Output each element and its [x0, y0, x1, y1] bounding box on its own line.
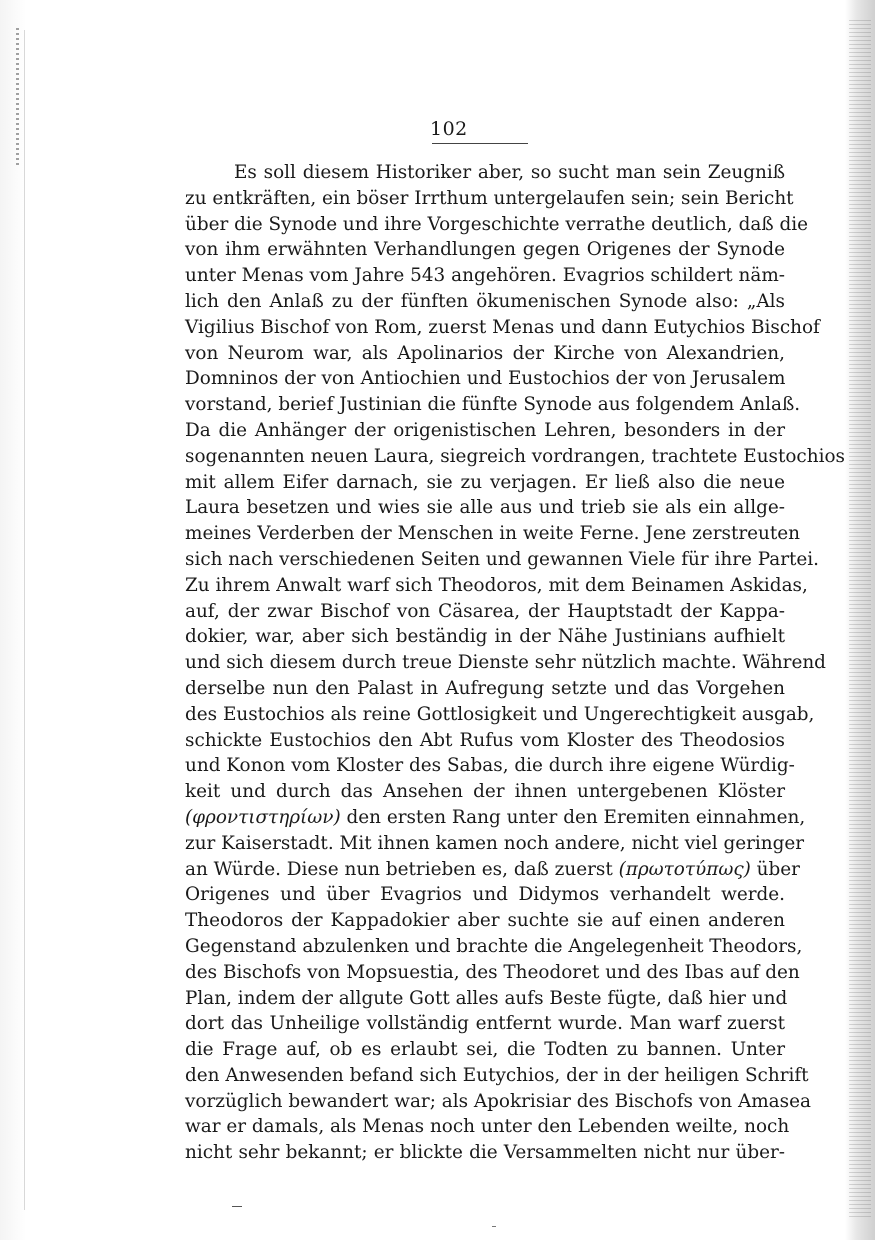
text-line: Gegenstand abzulenken und brachte die Angelegenheit Theodors, — [185, 935, 803, 957]
text-line: vorstand, berief Justinian die fünfte Synode aus folgendem Anlaß. — [185, 394, 801, 416]
text-line: des Eustochios als reine Gottlosigkeit und Ungerechtigkeit ausgab, — [185, 703, 815, 725]
text-line: Zu ihrem Anwalt warf sich Theodoros, mit dem Beinamen Askidas, — [185, 574, 808, 596]
scan-edge-noise — [849, 20, 871, 1220]
text-line: Vigilius Bischof von Rom, zuerst Menas und dann Eutychios Bischof — [185, 316, 820, 338]
text-line: schickte Eustochios den Abt Rufus vom Kloster des Theodosios — [185, 729, 785, 751]
text-line: dokier, war, aber sich beständig in der Nähe Justinians aufhielt — [185, 626, 785, 648]
greek-term: (φροντιστηρίων) — [185, 806, 341, 828]
text-line: des Bischofs von Mopsuestia, des Theodoret und des Ibas auf den — [185, 961, 800, 983]
text-line: von ihm erwähnten Verhandlungen gegen Origenes der Synode — [185, 239, 785, 261]
text-line: mit allem Eifer darnach, sie zu verjagen. Er ließ also die neue — [185, 471, 785, 493]
body-text — [185, 160, 845, 1166]
text-segment: den ersten Rang unter den Eremiten einnahmen, — [340, 806, 806, 828]
text-line: Laura besetzen und wies sie alle aus und trieb sie als ein allge- — [185, 497, 785, 519]
text-segment: über — [750, 858, 800, 880]
scan-edge-left — [0, 0, 26, 1240]
text-line: Origenes und über Evagrios und Didymos verhandelt werde. — [185, 884, 785, 906]
text-line: derselbe nun den Palast in Aufregung setzte und das Vorgehen — [185, 677, 785, 699]
greek-term: (πρωτοτύπως) — [618, 858, 751, 880]
text-segment: an Würde. Diese nun betrieben es, daß zuerst — [185, 858, 619, 880]
text-line: die Frage auf, ob es erlaubt sei, die Todten zu bannen. Unter — [185, 1039, 785, 1061]
text-line: Theodoros der Kappadokier aber suchte sie auf einen anderen — [185, 910, 785, 932]
text-line: und Konon vom Kloster des Sabas, die durch ihre eigene Würdig- — [185, 755, 795, 777]
text-line: keit und durch das Ansehen der ihnen untergebenen Klöster — [185, 781, 785, 803]
text-line: und sich diesem durch treue Dienste sehr nützlich machte. Während — [185, 652, 826, 674]
text-line: sich nach verschiedenen Seiten und gewannen Viele für ihre Partei. — [185, 548, 820, 570]
text-line: unter Menas vom Jahre 543 angehören. Evagrios schildert näm- — [185, 265, 785, 287]
text-line: sogenannten neuen Laura, siegreich vordrangen, trachtete Eustochios — [185, 445, 845, 467]
text-line: Domninos der von Antiochien und Eustochios der von Jerusalem — [185, 368, 786, 390]
text-line: über die Synode und ihre Vorgeschichte verrathe deutlich, daß die — [185, 213, 808, 235]
text-line: Es soll diesem Historiker aber, so sucht man sein Zeugniß — [234, 162, 785, 183]
text-line: Da die Anhänger der origenistischen Lehren, besonders in der — [185, 419, 785, 441]
text-line: war er damals, als Menas noch unter den Lebenden weilte, noch — [185, 1116, 790, 1138]
text-line: vorzüglich bewandert war; als Apokrisiar des Bischofs von Amasea — [185, 1090, 811, 1112]
scan-fold-line — [24, 30, 25, 1210]
text-line: den Anwesenden befand sich Eutychios, der in der heiligen Schrift — [185, 1064, 809, 1086]
text-line: meines Verderben der Menschen in weite Ferne. Jene zerstreuten — [185, 523, 800, 545]
text-line — [185, 805, 806, 831]
text-line: zu entkräften, ein böser Irrthum untergelaufen sein; sein Bericht — [185, 187, 794, 209]
text-line: nicht sehr bekannt; er blickte die Versammelten nicht nur über- — [185, 1142, 785, 1164]
text-line: lich den Anlaß zu der fünften ökumenischen Synode also: „Als — [185, 290, 785, 312]
text-line: auf, der zwar Bischof von Cäsarea, der Hauptstadt der Kappa- — [185, 600, 785, 622]
text-line: Plan, indem der allgute Gott alles aufs Beste fügte, daß hier und — [185, 987, 788, 1009]
scan-binding-marks — [16, 28, 19, 168]
text-line — [185, 857, 800, 883]
footer-mark-small — [492, 1226, 496, 1227]
page-number-rule — [432, 143, 528, 144]
footer-mark — [232, 1206, 242, 1207]
text-line: dort das Unheilige vollständig entfernt wurde. Man warf zuerst — [185, 1013, 785, 1035]
page-number: 102 — [430, 118, 468, 140]
text-line: von Neurom war, als Apolinarios der Kirche von Alexandrien, — [185, 342, 785, 364]
text-line: zur Kaiserstadt. Mit ihnen kamen noch andere, nicht viel geringer — [185, 832, 805, 854]
